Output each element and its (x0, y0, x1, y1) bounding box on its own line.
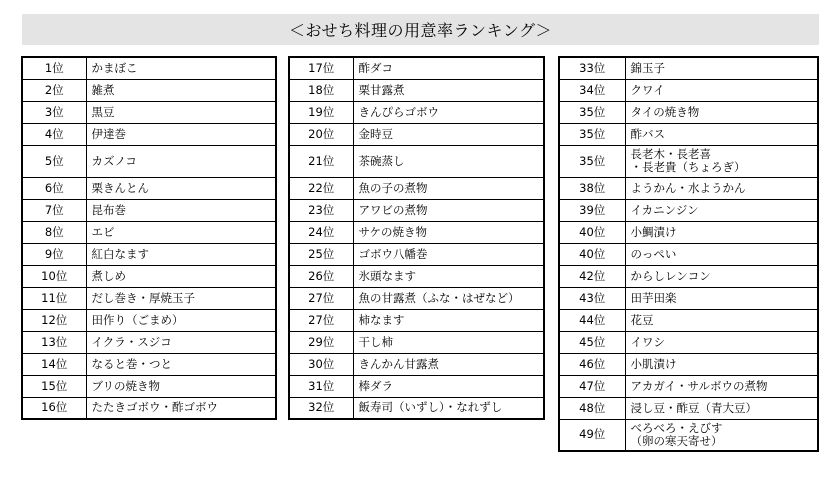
rank-cell: 9位 (22, 243, 86, 265)
dish-name-cell (86, 353, 276, 375)
rank-cell: 27位 (289, 287, 353, 309)
dish-name: イワシ (630, 334, 665, 349)
dish-name-cell (353, 397, 544, 419)
dish-name-cell (625, 243, 818, 265)
page-title-text: ＜おせち料理の用意率ランキング＞ (288, 21, 553, 40)
dish-name: アワビの煮物 (358, 202, 428, 217)
table-row (559, 287, 818, 309)
table-row (559, 177, 818, 199)
rank-cell: 10位 (22, 265, 86, 287)
table-row (22, 331, 276, 353)
table-row (289, 79, 544, 101)
dish-name: 煮しめ (91, 268, 126, 283)
rank-cell: 13位 (22, 331, 86, 353)
rank-cell: 32位 (289, 397, 353, 419)
table-row (22, 79, 276, 101)
table-row (22, 101, 276, 123)
dish-name: 飯寿司（いずし）・なれずし (358, 400, 503, 415)
dish-name-cell (353, 243, 544, 265)
rank-cell: 2位 (22, 79, 86, 101)
dish-name-cell (625, 309, 818, 331)
dish-name: 酢ダコ (358, 60, 393, 75)
dish-name: エビ (91, 224, 115, 239)
table-row (22, 287, 276, 309)
dish-name: サケの焼き物 (358, 224, 428, 239)
rank-cell: 5位 (22, 145, 86, 177)
rank-cell: 45位 (559, 331, 625, 353)
dish-name: 昆布巻 (91, 202, 126, 217)
rank-cell: 14位 (22, 353, 86, 375)
dish-name: 魚の甘露煮（ふな・はぜなど） (358, 290, 520, 305)
rank-cell: 30位 (289, 353, 353, 375)
rank-cell: 7位 (22, 199, 86, 221)
table-row (22, 57, 276, 79)
dish-name: 田芋田楽 (630, 290, 677, 305)
dish-name: べろべろ・えびす (630, 420, 723, 435)
rank-cell: 19位 (289, 101, 353, 123)
rank-cell: 43位 (559, 287, 625, 309)
dish-name: 栗甘露煮 (358, 82, 405, 97)
dish-name-cell (86, 145, 276, 177)
dish-name-cell (353, 123, 544, 145)
dish-name: 干し柿 (358, 334, 393, 349)
table-row (289, 353, 544, 375)
dish-name: たたきゴボウ・酢ゴボウ (91, 400, 218, 415)
dish-name: ・長老貴（ちょろぎ） (630, 160, 746, 174)
dish-name-cell (353, 79, 544, 101)
rank-cell: 12位 (22, 309, 86, 331)
table-row (559, 397, 818, 419)
dish-name-cell (86, 199, 276, 221)
dish-name: 金時豆 (358, 126, 393, 141)
rank-cell: 35位 (559, 101, 625, 123)
dish-name-cell (625, 123, 818, 145)
dish-name-cell (86, 101, 276, 123)
table-row (559, 57, 818, 79)
table-row (559, 419, 818, 451)
dish-name-cell (86, 123, 276, 145)
table-row (559, 79, 818, 101)
table-row (22, 177, 276, 199)
ranking-table-1 (21, 56, 277, 420)
table-row (559, 331, 818, 353)
rank-cell: 18位 (289, 79, 353, 101)
dish-name: 茶碗蒸し (358, 153, 405, 168)
rank-cell: 35位 (559, 123, 625, 145)
table-row (289, 123, 544, 145)
dish-name: だし巻き・厚焼玉子 (91, 290, 195, 305)
rank-cell: 48位 (559, 397, 625, 419)
dish-name: カズノコ (91, 153, 137, 168)
dish-name: なると巻・つと (91, 356, 172, 371)
dish-name-cell (86, 265, 276, 287)
dish-name: 棒ダラ (358, 378, 393, 393)
table-row (289, 397, 544, 419)
dish-name-cell (353, 375, 544, 397)
dish-name: 伊達巻 (91, 126, 126, 141)
dish-name: きんぴらゴボウ (358, 104, 439, 119)
dish-name: のっぺい (630, 246, 677, 261)
table-row (22, 145, 276, 177)
rank-cell: 31位 (289, 375, 353, 397)
table-row (559, 101, 818, 123)
table-row (559, 375, 818, 397)
dish-name-cell (86, 287, 276, 309)
dish-name-cell (625, 375, 818, 397)
dish-name: 栗きんとん (91, 180, 149, 195)
rank-cell: 24位 (289, 221, 353, 243)
table-row (22, 265, 276, 287)
dish-name-cell (625, 287, 818, 309)
dish-name: イカニンジン (630, 202, 699, 217)
dish-name-cell (86, 397, 276, 419)
dish-name: 魚の子の煮物 (358, 180, 428, 195)
table-row (22, 353, 276, 375)
table-row (22, 123, 276, 145)
table-row (22, 309, 276, 331)
rank-cell: 15位 (22, 375, 86, 397)
dish-name: ようかん・水ようかん (630, 180, 746, 195)
dish-name: きんかん甘露煮 (358, 356, 439, 371)
dish-name: イクラ・スジコ (91, 334, 172, 349)
table-row (559, 123, 818, 145)
rank-cell: 1位 (22, 57, 86, 79)
table-row (22, 221, 276, 243)
table-row (289, 243, 544, 265)
rank-cell: 11位 (22, 287, 86, 309)
dish-name-cell (353, 331, 544, 353)
table-row (289, 331, 544, 353)
dish-name: 柿なます (358, 312, 405, 327)
dish-name: 長老木・長老喜 (630, 147, 711, 161)
rank-cell: 33位 (559, 57, 625, 79)
rank-cell: 46位 (559, 353, 625, 375)
dish-name-cell (86, 79, 276, 101)
table-row (22, 397, 276, 419)
dish-name-cell (86, 221, 276, 243)
ranking-table-2 (288, 56, 545, 420)
dish-name-cell (625, 199, 818, 221)
rank-cell: 38位 (559, 177, 625, 199)
table-row (289, 101, 544, 123)
table-row (559, 199, 818, 221)
dish-name-cell (86, 177, 276, 199)
dish-name-cell (353, 57, 544, 79)
rank-cell: 8位 (22, 221, 86, 243)
rank-cell: 27位 (289, 309, 353, 331)
dish-name: かまぼこ (91, 60, 138, 75)
dish-name: 浸し豆・酢豆（青大豆） (630, 400, 757, 415)
dish-name-cell (353, 287, 544, 309)
dish-name-cell (353, 309, 544, 331)
rank-cell: 34位 (559, 79, 625, 101)
rank-cell: 44位 (559, 309, 625, 331)
dish-name-cell (625, 419, 818, 451)
dish-name-cell (86, 375, 276, 397)
table-row (289, 309, 544, 331)
dish-name: 小鯛漬け (630, 224, 677, 239)
dish-name: 錦玉子 (630, 60, 665, 75)
table-row (559, 221, 818, 243)
ranking-table-3 (558, 56, 819, 452)
rank-cell: 25位 (289, 243, 353, 265)
dish-name-cell (353, 199, 544, 221)
rank-cell: 4位 (22, 123, 86, 145)
dish-name-cell (86, 243, 276, 265)
dish-name: （卵の寒天寄せ） (630, 433, 723, 448)
table-row (289, 145, 544, 177)
dish-name-cell (86, 57, 276, 79)
dish-name-cell (353, 101, 544, 123)
dish-name-cell (353, 145, 544, 177)
rank-cell: 40位 (559, 221, 625, 243)
table-row (289, 57, 544, 79)
table-row (289, 287, 544, 309)
dish-name: 酢バス (630, 126, 665, 141)
rank-cell: 40位 (559, 243, 625, 265)
rank-cell: 42位 (559, 265, 625, 287)
dish-name: 雑煮 (91, 82, 115, 97)
dish-name-cell (625, 177, 818, 199)
dish-name: 花豆 (630, 312, 654, 327)
table-row (289, 375, 544, 397)
dish-name: 紅白なます (91, 246, 149, 261)
dish-name-cell (625, 331, 818, 353)
dish-name: 小肌漬け (630, 356, 677, 371)
dish-name: 氷頭なます (358, 268, 416, 283)
rank-cell: 35位 (559, 145, 625, 177)
dish-name-cell (353, 265, 544, 287)
page-title (22, 14, 819, 45)
dish-name-cell (625, 145, 818, 177)
table-row (289, 177, 544, 199)
table-row (559, 145, 818, 177)
rank-cell: 21位 (289, 145, 353, 177)
rank-cell: 17位 (289, 57, 353, 79)
dish-name: 田作り（ごまめ） (91, 312, 184, 327)
dish-name-cell (86, 331, 276, 353)
dish-name: からしレンコン (630, 268, 711, 283)
rank-cell: 16位 (22, 397, 86, 419)
table-row (559, 353, 818, 375)
dish-name: 黒豆 (91, 104, 115, 119)
rank-cell: 39位 (559, 199, 625, 221)
table-row (22, 199, 276, 221)
dish-name-cell (625, 101, 818, 123)
rank-cell: 49位 (559, 419, 625, 451)
dish-name-cell (625, 353, 818, 375)
table-row (289, 221, 544, 243)
dish-name-cell (625, 57, 818, 79)
dish-name-cell (625, 221, 818, 243)
table-row (559, 243, 818, 265)
rank-cell: 47位 (559, 375, 625, 397)
table-row (289, 265, 544, 287)
dish-name-cell (625, 265, 818, 287)
dish-name-cell (86, 309, 276, 331)
table-row (22, 243, 276, 265)
rank-cell: 26位 (289, 265, 353, 287)
rank-cell: 20位 (289, 123, 353, 145)
dish-name-cell (353, 177, 544, 199)
rank-cell: 3位 (22, 101, 86, 123)
rank-cell: 23位 (289, 199, 353, 221)
dish-name: ブリの焼き物 (91, 378, 161, 393)
dish-name: クワイ (630, 82, 665, 97)
dish-name: ゴボウ八幡巻 (358, 246, 428, 261)
table-row (289, 199, 544, 221)
rank-cell: 29位 (289, 331, 353, 353)
dish-name-cell (625, 397, 818, 419)
dish-name-cell (625, 79, 818, 101)
dish-name-cell (353, 221, 544, 243)
dish-name: タイの焼き物 (630, 104, 700, 119)
rank-cell: 22位 (289, 177, 353, 199)
table-row (559, 265, 818, 287)
dish-name: アカガイ・サルボウの煮物 (630, 378, 768, 393)
table-row (559, 309, 818, 331)
rank-cell: 6位 (22, 177, 86, 199)
dish-name-cell (353, 353, 544, 375)
table-row (22, 375, 276, 397)
